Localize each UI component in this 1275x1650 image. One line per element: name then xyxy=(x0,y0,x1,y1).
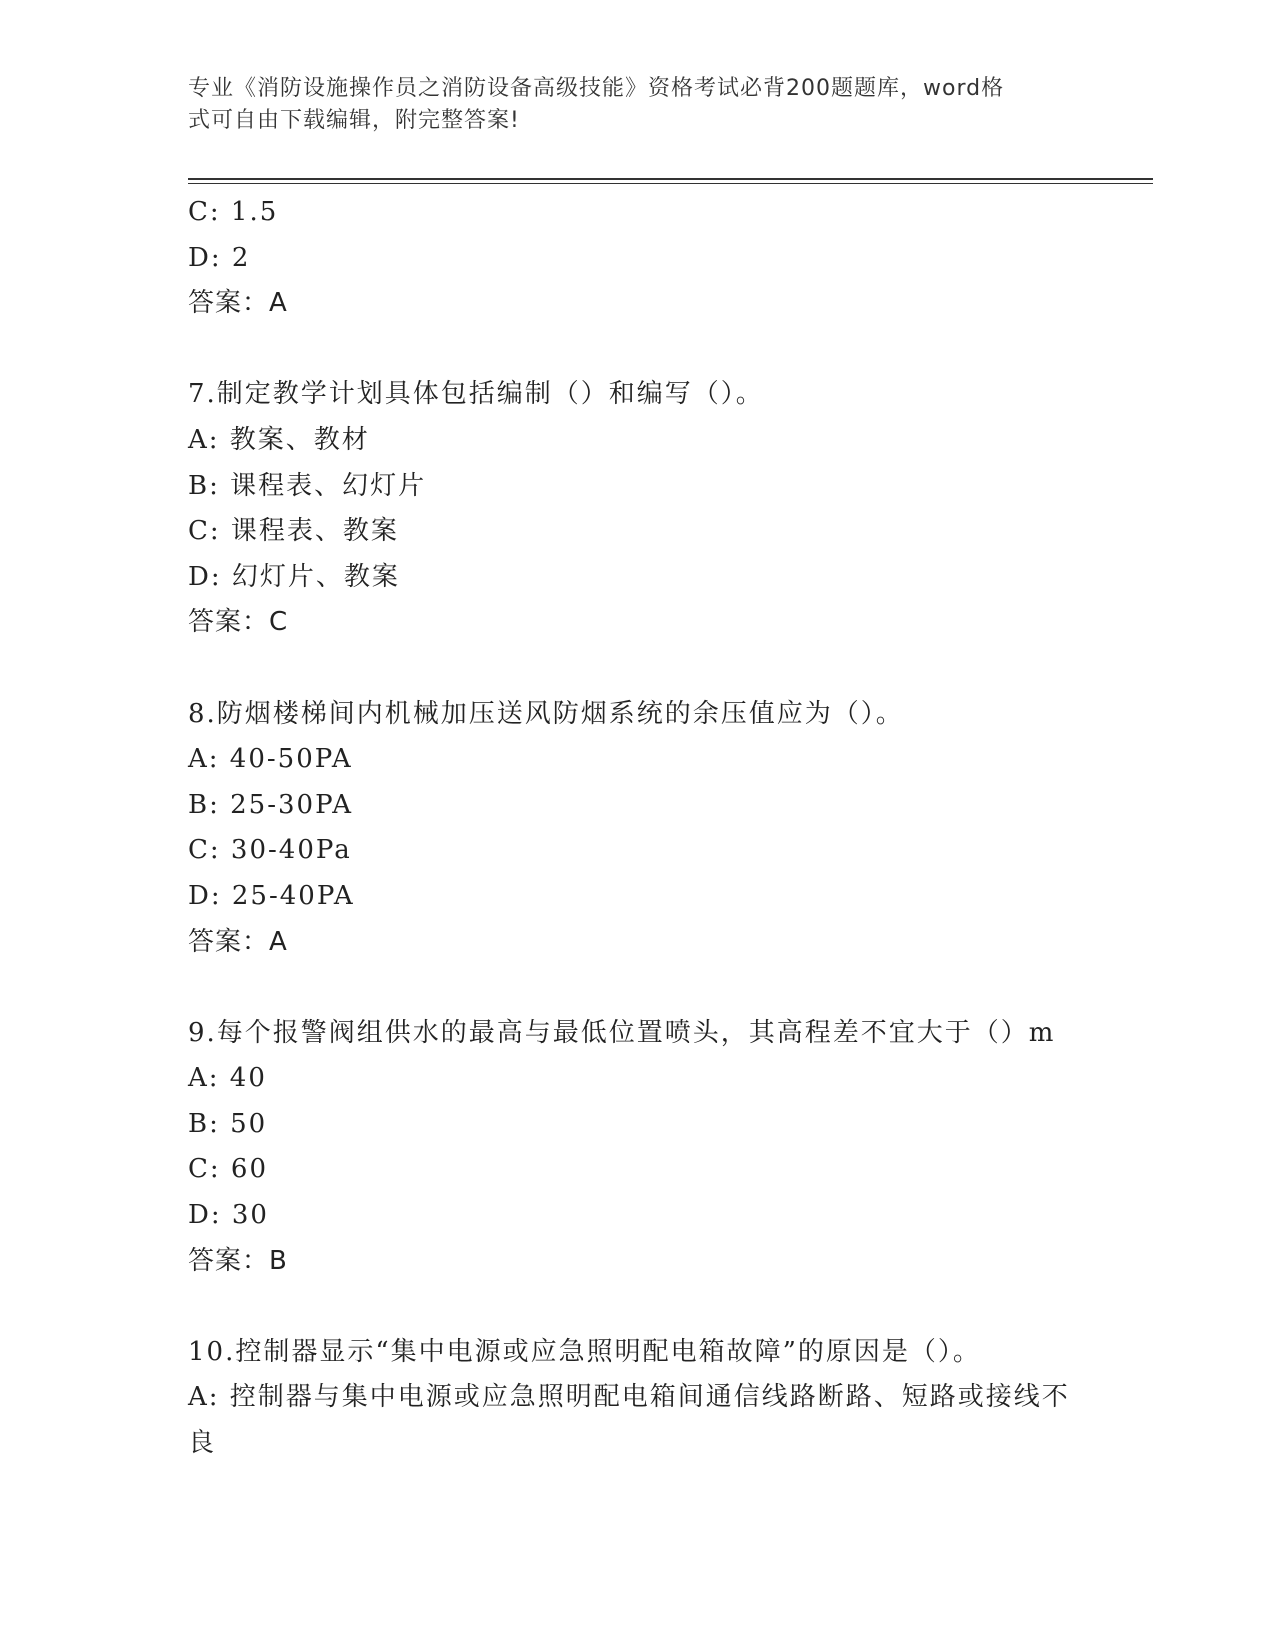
option-a: A: 40 xyxy=(188,1063,267,1094)
spacer xyxy=(188,327,1088,373)
option-a: A: 教案、教材 xyxy=(188,424,370,455)
question-stem: 8.防烟楼梯间内机械加压送风防烟系统的余压值应为（）。 xyxy=(188,698,904,729)
question-9 xyxy=(188,1011,1088,1285)
option-b: B: 50 xyxy=(188,1108,268,1139)
header-divider-thick xyxy=(188,178,1153,180)
header-line-1: 专业《消防设施操作员之消防设备高级技能》资格考试必背200题题库，word格 xyxy=(188,76,1005,101)
question-7 xyxy=(188,372,1088,646)
option-d: D: 2 xyxy=(188,242,251,273)
option-c: C: 60 xyxy=(188,1154,269,1185)
option-a: A: 控制器与集中电源或应急照明配电箱间通信线路断路、短路或接线不良 xyxy=(188,1382,1070,1459)
answer-line: 答案：A xyxy=(188,926,288,957)
spacer xyxy=(188,965,1088,1011)
header-divider-thin xyxy=(188,183,1153,184)
question-stem: 7.制定教学计划具体包括编制（）和编写（）。 xyxy=(188,379,764,410)
answer-line: 答案：A xyxy=(188,288,288,319)
question-list xyxy=(188,190,1088,1467)
question-8 xyxy=(188,692,1088,966)
document-header xyxy=(188,73,1068,137)
question-10 xyxy=(188,1330,1088,1467)
question-stem: 9.每个报警阀组供水的最高与最低位置喷头，其高程差不宜大于（）m xyxy=(188,1017,1056,1048)
option-c: C: 1.5 xyxy=(188,197,279,227)
header-line-2: 式可自由下载编辑，附完整答案! xyxy=(188,108,520,133)
option-c: C: 30-40Pa xyxy=(188,835,352,866)
option-d: D: 25-40PA xyxy=(188,880,355,911)
option-b: B: 课程表、幻灯片 xyxy=(188,470,427,501)
option-c: C: 课程表、教案 xyxy=(188,516,399,547)
answer-line: 答案：B xyxy=(188,1245,288,1276)
spacer xyxy=(188,646,1088,692)
option-d: D: 30 xyxy=(188,1200,269,1231)
option-d: D: 幻灯片、教案 xyxy=(188,561,400,592)
answer-line: 答案：C xyxy=(188,607,289,638)
spacer xyxy=(188,1284,1088,1330)
option-a: A: 40-50PA xyxy=(188,744,353,775)
option-b: B: 25-30PA xyxy=(188,789,353,820)
question-stem: 10.控制器显示“集中电源或应急照明配电箱故障”的原因是（）。 xyxy=(188,1336,981,1367)
question-fragment xyxy=(188,190,1088,327)
